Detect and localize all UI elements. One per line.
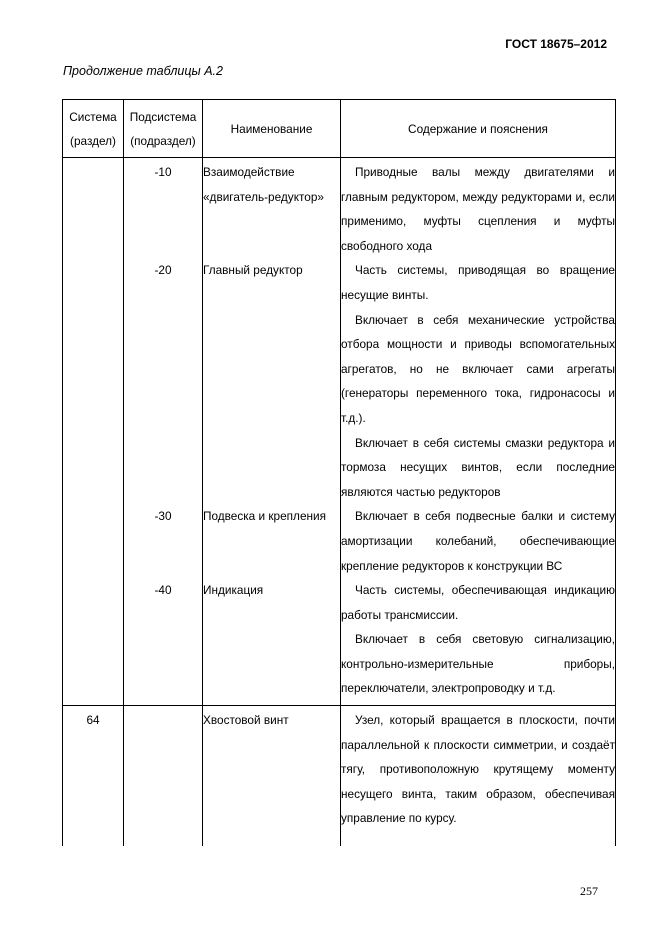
cell-subsystem: -10	[124, 158, 203, 259]
cell-content	[341, 258, 616, 504]
name-line2: «двигатель-редуктор»	[203, 189, 324, 204]
table-row	[63, 504, 616, 578]
cell-system	[63, 504, 124, 578]
table-row	[63, 258, 616, 504]
table-row	[63, 158, 616, 259]
cell-subsystem: -40	[124, 578, 203, 705]
name-line1: Взаимодействие	[203, 165, 295, 179]
header-system-line2: (раздел)	[70, 133, 116, 148]
cell-content	[341, 706, 616, 847]
cell-subsystem: -30	[124, 504, 203, 578]
name-line1: Подвеска и крепления	[203, 509, 326, 524]
name-line1: Главный редуктор	[203, 263, 303, 278]
header-subsystem	[124, 100, 203, 158]
cell-content	[341, 578, 616, 705]
cell-system	[63, 158, 124, 259]
cell-name	[203, 504, 341, 578]
cell-name	[203, 578, 341, 705]
table-row	[63, 578, 616, 705]
table-caption: Продолжение таблицы А.2	[63, 64, 223, 78]
name-line1: Хвостовой винт	[203, 713, 289, 728]
header-system-line1: Система	[69, 109, 117, 124]
header-system	[63, 100, 124, 158]
name-line1: Индикация	[203, 583, 264, 598]
cell-subsystem	[124, 706, 203, 847]
content-paragraph: Включает в себя системы смазки редуктора и тормоза несущих винтов, если последние являются частью редукторов	[341, 435, 615, 499]
table-header-row	[63, 100, 616, 158]
content-paragraph: Включает в себя подвесные балки и систему амортизации колебаний, обеспечивающие крепление редукторов к конструкции ВС	[341, 509, 615, 573]
content-paragraph: Приводные валы между двигателями и главным редуктором, между редукторами и, если применимо, муфты сцепления и муфты свободного хода	[341, 165, 615, 253]
cell-content	[341, 158, 616, 259]
table-row	[63, 706, 616, 847]
cell-content	[341, 504, 616, 578]
header-subsystem-line2: (подраздел)	[130, 133, 196, 148]
header-subsystem-line1: Подсистема	[129, 109, 197, 124]
content-paragraph: Включает в себя световую сигнализацию, контрольно-измерительные приборы, переключатели, электропроводку и т.д.	[341, 632, 615, 696]
cell-system	[63, 578, 124, 705]
cell-system: 64	[63, 706, 124, 847]
cell-system	[63, 258, 124, 504]
cell-name	[203, 258, 341, 504]
cell-name	[203, 706, 341, 847]
header-name: Наименование	[203, 100, 341, 158]
content-paragraph: Включает в себя механические устройства отбора мощности и приводы вспомогательных агрегатов, но не включает сами агрегаты (генераторы переменного тока, гидронасосы и т.д.).	[341, 312, 615, 425]
page-number: 257	[580, 884, 598, 898]
content-paragraph: Часть системы, обеспечивающая индикацию работы трансмиссии.	[341, 583, 615, 622]
classification-table	[62, 99, 616, 846]
content-paragraph: Узел, который вращается в плоскости, почти параллельной к плоскости симметрии, и создаёт тягу, противоположную крутящему моменту несущего винта, таким образом, обеспечивая управление по курсу.	[341, 713, 615, 826]
cell-name	[203, 158, 341, 259]
cell-subsystem: -20	[124, 258, 203, 504]
header-content: Содержание и пояснения	[341, 100, 616, 158]
document-id: ГОСТ 18675–2012	[505, 37, 607, 51]
content-paragraph: Часть системы, приводящая во вращение несущие винты.	[341, 263, 615, 302]
